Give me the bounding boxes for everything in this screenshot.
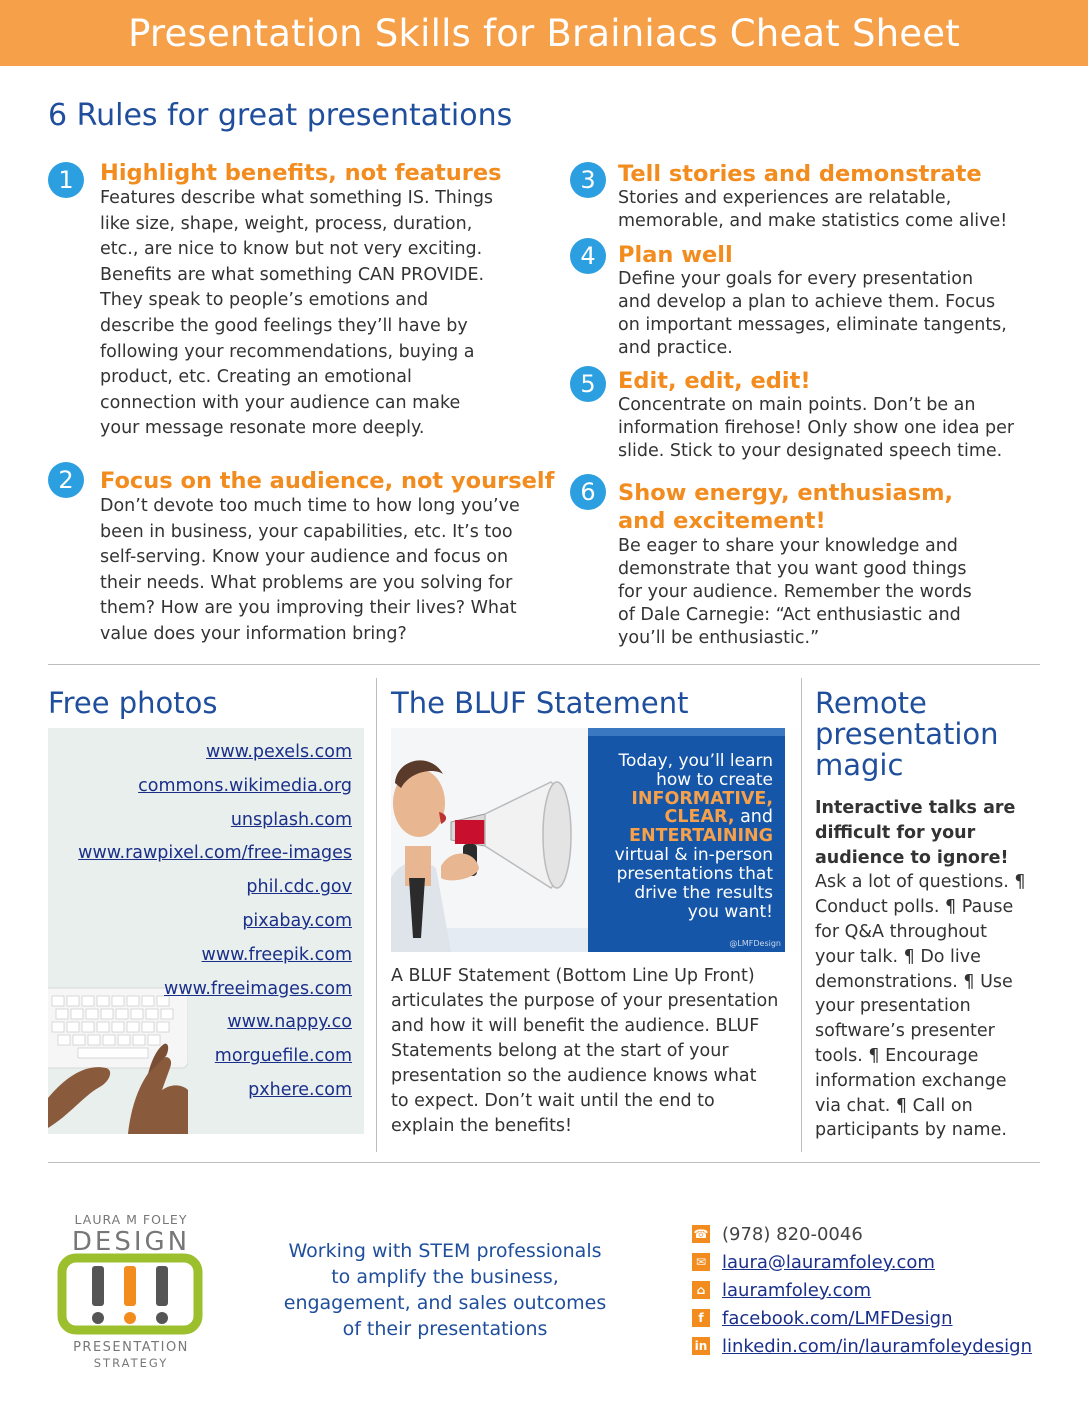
link-pxhere[interactable]: pxhere.com [248, 1079, 352, 1100]
header-banner [0, 0, 1088, 66]
contact-linkedin [692, 1332, 1032, 1360]
svg-text:DESIGN: DESIGN [71, 1227, 191, 1257]
link-morguefile[interactable]: morguefile.com [214, 1046, 352, 1067]
rule-3 [618, 161, 1048, 233]
bluf-megaphone-image [391, 728, 785, 952]
phone-number: (978) 820-0046 [722, 1223, 863, 1245]
rule-title: Edit, edit, edit! [618, 368, 811, 394]
company-logo [56, 1210, 206, 1370]
link-pexels[interactable]: www.pexels.com [206, 742, 352, 762]
facebook-icon: f [692, 1309, 710, 1327]
contact-list [692, 1220, 1032, 1360]
rule-5 [618, 368, 1048, 463]
rule-4 [618, 242, 1048, 360]
tagline: Working with STEM professionals to amplify the business, engagement, and sales outcomes of their presentations [283, 1240, 607, 1340]
divider-top [48, 664, 1040, 665]
rule-body: Be eager to share your knowledge and demonstrate that you want good things for your audience. Remember the words of Dale Carnegie: “Act enthusiastic and you’ll be enthusiastic.” [618, 536, 972, 648]
svg-text:LAURA M FOLEY: LAURA M FOLEY [74, 1212, 188, 1227]
rule-number-4: 4 [570, 238, 606, 274]
rule-6 [618, 479, 1048, 650]
rule-number-3: 3 [570, 162, 606, 198]
divider-left [376, 678, 377, 1152]
svg-text:Today, you’ll learn: Today, you’ll learn [618, 751, 773, 771]
svg-text:STRATEGY: STRATEGY [93, 1356, 169, 1370]
website-link[interactable]: lauramfoley.com [722, 1279, 872, 1301]
linkedin-link[interactable]: linkedin.com/in/lauramfoleydesign [722, 1335, 1032, 1357]
svg-text:drive the results: drive the results [634, 883, 773, 903]
free-photos-title: Free photos [48, 686, 218, 720]
email-icon: ✉ [692, 1253, 710, 1271]
rule-number-1: 1 [48, 162, 84, 198]
rule-1 [100, 160, 560, 442]
rule-title: Show energy, enthusiasm, and excitement! [618, 480, 954, 534]
rule-title: Plan well [618, 242, 733, 268]
svg-text:@LMFDesign: @LMFDesign [729, 939, 781, 948]
link-freeimages[interactable]: www.freeimages.com [164, 978, 352, 999]
rule-number-5: 5 [570, 366, 606, 402]
svg-text:ENTERTAINING: ENTERTAINING [629, 826, 773, 846]
link-freepik[interactable]: www.freepik.com [201, 944, 352, 965]
email-link[interactable]: laura@lauramfoley.com [722, 1251, 935, 1273]
link-phil-cdc[interactable]: phil.cdc.gov [246, 877, 352, 898]
rules-section-title: 6 Rules for great presentations [48, 98, 513, 133]
linkedin-icon: in [692, 1337, 710, 1355]
svg-text:PRESENTATION: PRESENTATION [73, 1340, 189, 1355]
svg-text:presentations that: presentations that [616, 864, 773, 884]
bluf-title: The BLUF Statement [391, 686, 689, 720]
svg-text:CLEAR, and: CLEAR, and [664, 807, 773, 827]
rule-number-2: 2 [48, 462, 84, 498]
divider-bottom [48, 1162, 1040, 1163]
svg-text:virtual & in-person: virtual & in-person [614, 845, 773, 865]
link-nappy[interactable]: www.nappy.co [227, 1012, 352, 1033]
page-title: Presentation Skills for Brainiacs Cheat Sheet [128, 11, 960, 55]
link-pixabay[interactable]: pixabay.com [242, 910, 352, 931]
link-wikimedia[interactable]: commons.wikimedia.org [138, 775, 352, 796]
rule-title: Focus on the audience, not yourself [100, 468, 555, 494]
rule-body: Define your goals for every presentation and develop a plan to achieve them. Focus on important messages, eliminate tangents, and practice. [618, 269, 1007, 358]
rule-2 [100, 468, 570, 648]
web-icon: ⌂ [692, 1281, 710, 1299]
svg-text:how to create: how to create [656, 770, 773, 790]
contact-web [692, 1276, 1032, 1304]
rule-number-6: 6 [570, 474, 606, 510]
bluf-description: A BLUF Statement (Bottom Line Up Front) articulates the purpose of your presentation and how it will benefit the audience. BLUF Statements belong at the start of your presentation so the audience knows what to expect. Don’t wait until the end to explain the benefits! [391, 966, 779, 1136]
link-rawpixel[interactable]: www.rawpixel.com/free-images [78, 843, 352, 864]
rule-title: Tell stories and demonstrate [618, 161, 982, 187]
free-photos-panel [48, 728, 364, 1134]
contact-facebook [692, 1304, 1032, 1332]
rule-body: Don’t devote too much time to how long you’ve been in business, your capabilities, etc. It’s too self-serving. Know your audience and focus on their needs. What problems are you solving for them? How are you improving their lives? What value does your information bring? [100, 496, 520, 644]
rule-body: Stories and experiences are relatable, memorable, and make statistics come alive! [618, 188, 1008, 231]
divider-right [801, 678, 802, 1152]
contact-phone [692, 1220, 1032, 1248]
svg-text:you want!: you want! [687, 902, 773, 922]
phone-icon: ☎ [693, 1227, 709, 1241]
rule-body: Features describe what something IS. Things like size, shape, weight, process, duration, etc., are nice to know but not very exciting. Benefits are what something CAN PROVIDE. They speak to people’s emotions and describe the good feelings they’ll have by following your recommendations, buying a product, etc. Creating an emotional connection with your audience can make your message resonate more deeply. [100, 188, 494, 439]
megaphone-illustration [391, 728, 785, 952]
remote-body: Interactive talks are difficult for your audience to ignore! Ask a lot of questions. ¶ Conduct polls. ¶ Pause for Q&A throughout your talk. ¶ Do live demonstrations. ¶ Use your presentation software’s presenter tools. ¶ Encourage information exchange via chat. ¶ Call on participants by name. [815, 798, 1026, 1141]
link-unsplash[interactable]: unsplash.com [230, 809, 352, 830]
remote-title: Remote presentation magic [815, 686, 999, 782]
svg-text:INFORMATIVE,: INFORMATIVE, [631, 789, 773, 809]
rule-body: Concentrate on main points. Don’t be an information firehose! Only show one idea per slide. Stick to your designated speech time. [618, 395, 1015, 461]
facebook-link[interactable]: facebook.com/LMFDesign [722, 1307, 953, 1329]
contact-email [692, 1248, 1032, 1276]
photo-links-list [78, 736, 352, 1108]
rule-title: Highlight benefits, not features [100, 160, 502, 186]
